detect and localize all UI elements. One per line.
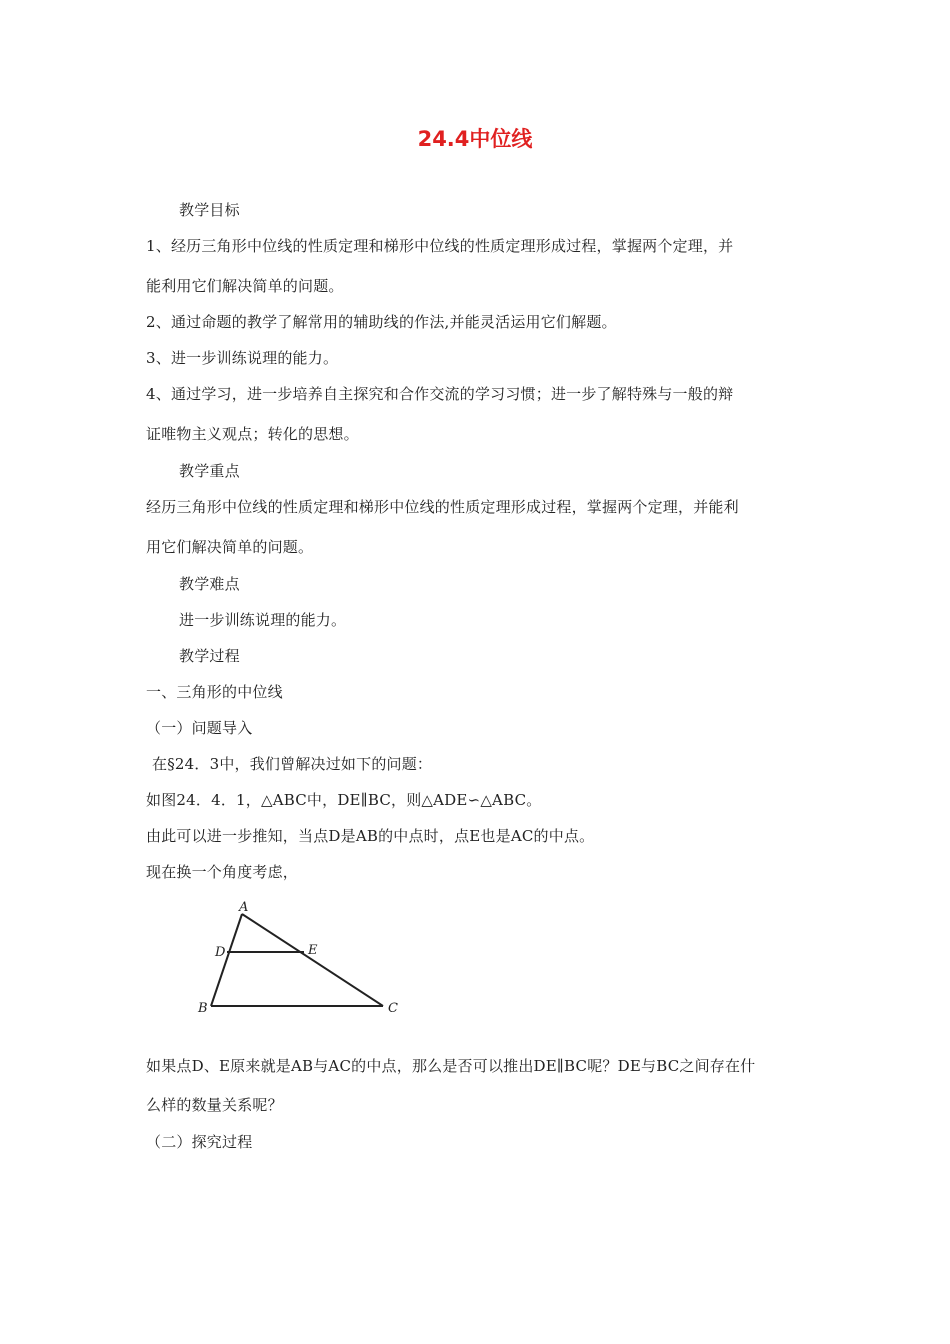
key-points-line-1: 经历三角形中位线的性质定理和梯形中位线的性质定理形成过程，掌握两个定理，并能利: [146, 498, 739, 516]
difficulty-text: 进一步训练说理的能力。: [179, 611, 347, 629]
point-label-d: D: [215, 945, 226, 960]
difficulty-heading: 教学难点: [179, 575, 240, 593]
subsection-1-heading: （一）问题导入: [146, 719, 253, 737]
question-line-1: 如果点D、E原来就是AB与AC的中点，那么是否可以推出DE∥BC呢？DE与BC之间存在什: [146, 1057, 756, 1075]
vertex-label-c: C: [388, 1001, 398, 1016]
objective-4-line-2: 证唯物主义观点；转化的思想。: [146, 425, 359, 443]
subsection-2-heading: （二）探究过程: [146, 1133, 253, 1151]
side-ab: [211, 914, 242, 1006]
objective-4-line-1: 4、通过学习，进一步培养自主探究和合作交流的学习习惯；进一步了解特殊与一般的辩: [146, 385, 734, 403]
triangle-figure: [190, 896, 405, 1021]
objective-1-line-2: 能利用它们解决简单的问题。: [146, 277, 344, 295]
inference-text: 由此可以进一步推知，当点D是AB的中点时，点E也是AC的中点。: [146, 827, 595, 845]
objective-1-line-1: 1、经历三角形中位线的性质定理和梯形中位线的性质定理形成过程，掌握两个定理，并: [146, 237, 734, 255]
side-ac: [242, 914, 383, 1006]
key-points-heading: 教学重点: [179, 462, 240, 480]
angle-text: 现在换一个角度考虑，: [146, 863, 299, 881]
point-label-e: E: [308, 943, 318, 958]
triangle-lines: [211, 914, 383, 1006]
objectives-heading: 教学目标: [179, 201, 240, 219]
vertex-label-a: A: [239, 900, 249, 915]
objective-2: 2、通过命题的教学了解常用的辅助线的作法,并能灵活运用它们解题。: [146, 313, 617, 331]
process-heading: 教学过程: [179, 647, 240, 665]
part-1-heading: 一、三角形的中位线: [146, 683, 283, 701]
intro-text: 在§24．3中，我们曾解决过如下的问题：: [152, 755, 433, 773]
key-points-line-2: 用它们解决简单的问题。: [146, 538, 314, 556]
page-title: 24.4中位线: [417, 127, 533, 151]
question-line-2: 么样的数量关系呢？: [146, 1096, 283, 1114]
vertex-label-b: B: [198, 1001, 208, 1016]
figure-reference-text: 如图24．4．1，△ABC中，DE∥BC，则△ADE∽△ABC。: [146, 791, 542, 809]
objective-3: 3、进一步训练说理的能力。: [146, 349, 339, 367]
